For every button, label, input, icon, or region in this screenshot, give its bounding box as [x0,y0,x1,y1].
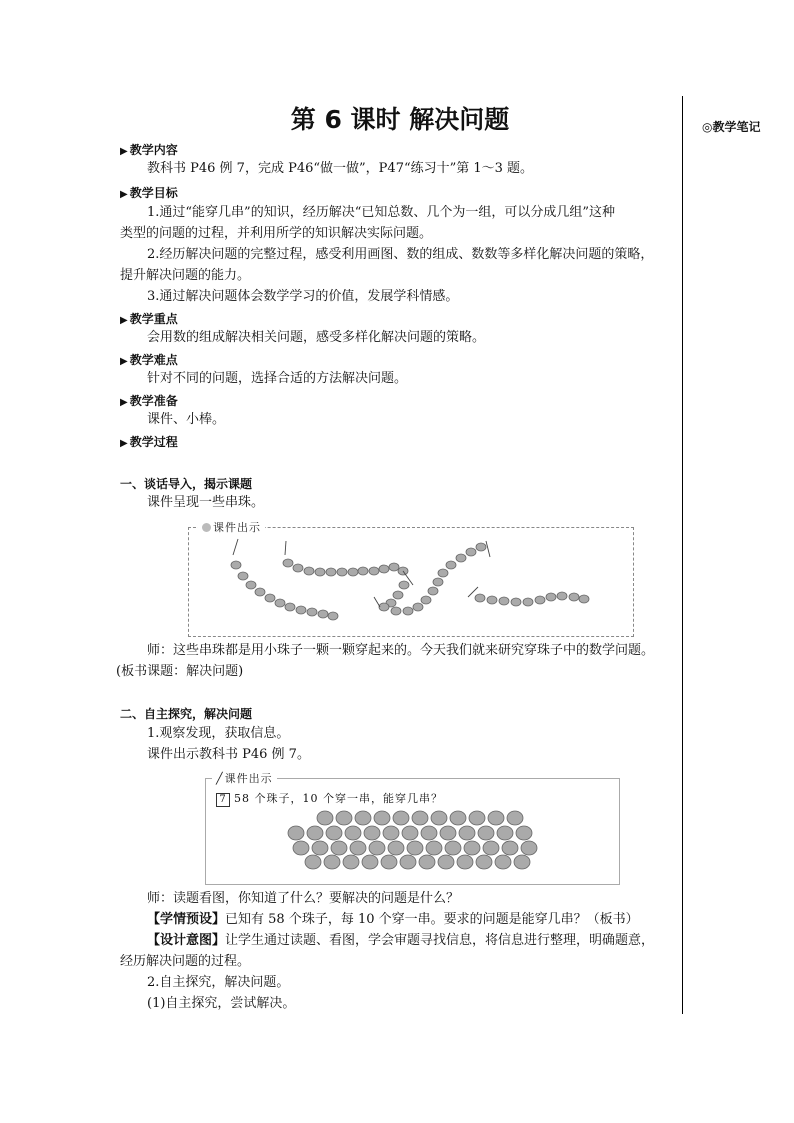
bead [478,826,494,840]
bead [389,563,399,571]
bead [403,607,413,615]
goal-2: 2.经历解决问题的完整过程，感受利用画图、数的组成、数数等多样化解决问题的策略， [147,247,654,262]
goal-2-cont: 提升解决问题的能力。 [120,268,251,283]
bead [362,855,378,869]
bead [318,610,328,618]
bead [350,841,366,855]
bead [495,855,511,869]
bead [381,855,397,869]
bead [456,554,466,562]
bead [399,581,409,589]
bead [369,841,385,855]
margin-divider [682,96,683,1014]
bead-thread [374,597,380,607]
bead [355,811,371,825]
section-heading-key: ▶ 教学重点 [120,312,178,326]
bead [497,826,513,840]
part2-line4: (1)自主探究，尝试解决。 [147,996,296,1011]
bead [326,568,336,576]
triangle-bullet-icon: ▶ [120,189,128,200]
bead [315,568,325,576]
bead [285,603,295,611]
bead [255,588,265,596]
bead [459,826,475,840]
part2-line3: 2.自主探究，解决问题。 [147,975,290,990]
bead [476,855,492,869]
bead [374,811,390,825]
bead [317,811,333,825]
courseware-label-2: ╱课件出示 [212,770,277,786]
bead [331,841,347,855]
bead [337,568,347,576]
courseware-slash-icon: ╱ [216,772,224,785]
bead [445,841,461,855]
courseware-label: 课件出示 [198,519,265,535]
bead [369,567,379,575]
bead [523,598,533,606]
bead [293,564,303,572]
part2-line1: 1.观察发现，获取信息。 [147,726,290,741]
bead [296,606,306,614]
bead [231,561,241,569]
bead [469,811,485,825]
bead [457,855,473,869]
triangle-bullet-icon: ▶ [120,146,128,157]
bead-thread [233,539,238,555]
triangle-bullet-icon: ▶ [120,438,128,449]
bead-thread [285,541,286,555]
bead [307,608,317,616]
design-cont: 经历解决问题的过程。 [120,954,251,969]
bead [326,826,342,840]
example-problem-text: 58 个珠子，10 个穿一串，能穿几串？ [234,792,443,805]
bead [283,559,293,567]
preset [147,909,639,930]
prep-text: 课件、小棒。 [147,412,226,427]
bead [557,592,567,600]
bead [579,595,589,603]
bead [400,855,416,869]
bead [402,826,418,840]
bead [293,841,309,855]
key-text: 会用数的组成解决相关问题，感受多样化解决问题的策略。 [147,330,486,345]
bead [507,811,523,825]
bead [426,841,442,855]
bead [383,826,399,840]
bead [476,543,486,551]
section-heading-difficult: ▶ 教学难点 [120,353,178,367]
bead [433,578,443,586]
preset-text: 已知有 58 个珠子，每 10 个穿一串。要求的问题是能穿几串？（板书） [225,912,639,927]
section-heading-prep: ▶ 教学准备 [120,394,178,408]
bead [475,594,485,602]
bead [265,594,275,602]
goal-1: 1.通过“能穿几串”的知识，经历解决“已知总数、几个为一组，可以分成几组”这种 [147,205,615,220]
bead [238,572,248,580]
triangle-bullet-icon: ▶ [120,315,128,326]
notes-column-label: ◎教学笔记 [702,120,761,134]
preset-tag: 【学情预设】 [147,912,226,927]
triangle-bullet-icon: ▶ [120,397,128,408]
design-text: 让学生通过读题、看图，学会审题寻找信息，将信息进行整理，明确题意， [225,933,655,948]
bead [393,811,409,825]
bead [358,567,368,575]
part2-heading: 二、自主探究，解决问题 [120,707,253,721]
bead [569,593,579,601]
design-tag: 【设计意图】 [147,933,226,948]
bead [413,603,423,611]
bead-strings-illustration [188,527,634,637]
bead [304,567,314,575]
bead [546,593,556,601]
bead [516,826,532,840]
bead [488,811,504,825]
bead-pile-illustration [205,778,620,885]
difficult-text: 针对不同的问题，选择合适的方法解决问题。 [147,371,408,386]
bead [275,599,285,607]
bead [502,841,518,855]
bead [438,855,454,869]
section-heading-process: ▶ 教学过程 [120,435,178,449]
bead [391,607,401,615]
part1-heading: 一、谈话导入，揭示课题 [120,477,253,491]
bead-thread [486,541,490,557]
bead [305,855,321,869]
design [147,930,654,951]
triangle-bullet-icon: ▶ [120,356,128,367]
bead [388,841,404,855]
bead [421,826,437,840]
section-heading-content: ▶ 教学内容 [120,143,178,157]
bead [246,581,256,589]
part1-line1: 课件呈现一些串珠。 [147,495,265,510]
bead [324,855,340,869]
bead [407,841,423,855]
bead [464,841,480,855]
bead [393,591,403,599]
bead [412,811,428,825]
bead [288,826,304,840]
bead [446,561,456,569]
bead [487,596,497,604]
goal-3: 3.通过解决问题体会数学学习的价值，发展学科情感。 [147,289,459,304]
part1-teacher: 师：这些串珠都是用小珠子一颗一颗穿起来的。今天我们就来研究穿珠子中的数学问题。 [147,643,655,658]
bead [535,596,545,604]
page-title: 第 6 课时 解决问题 [290,105,510,134]
bead [466,548,476,556]
bead [345,826,361,840]
part2-line2: 课件出示教科书 P46 例 7。 [147,747,310,762]
bead [343,855,359,869]
bead [431,811,447,825]
bead [450,811,466,825]
section-heading-goals: ▶ 教学目标 [120,186,178,200]
bead [438,569,448,577]
part1-teacher-cont: (板书课题：解决问题) [116,664,244,679]
bead [428,587,438,595]
bead [307,826,323,840]
part2-teacher: 师：读题看图，你知道了什么？要解决的问题是什么？ [147,891,460,906]
bead [511,598,521,606]
bead [440,826,456,840]
bead [483,841,499,855]
bead [364,826,380,840]
bead [499,597,509,605]
bead [312,841,328,855]
bead [328,612,338,620]
bead [419,855,435,869]
bead [514,855,530,869]
bead [379,603,389,611]
content-text: 教科书 P46 例 7，完成 P46“做一做”，P47“练习十”第 1～3 题。 [147,161,534,176]
bead [348,568,358,576]
goal-1-cont: 类型的问题的过程，并利用所学的知识解决实际问题。 [120,226,433,241]
bead [336,811,352,825]
example-number-badge: 7 [216,793,230,807]
bead [521,841,537,855]
bead [421,596,431,604]
bead [379,565,389,573]
